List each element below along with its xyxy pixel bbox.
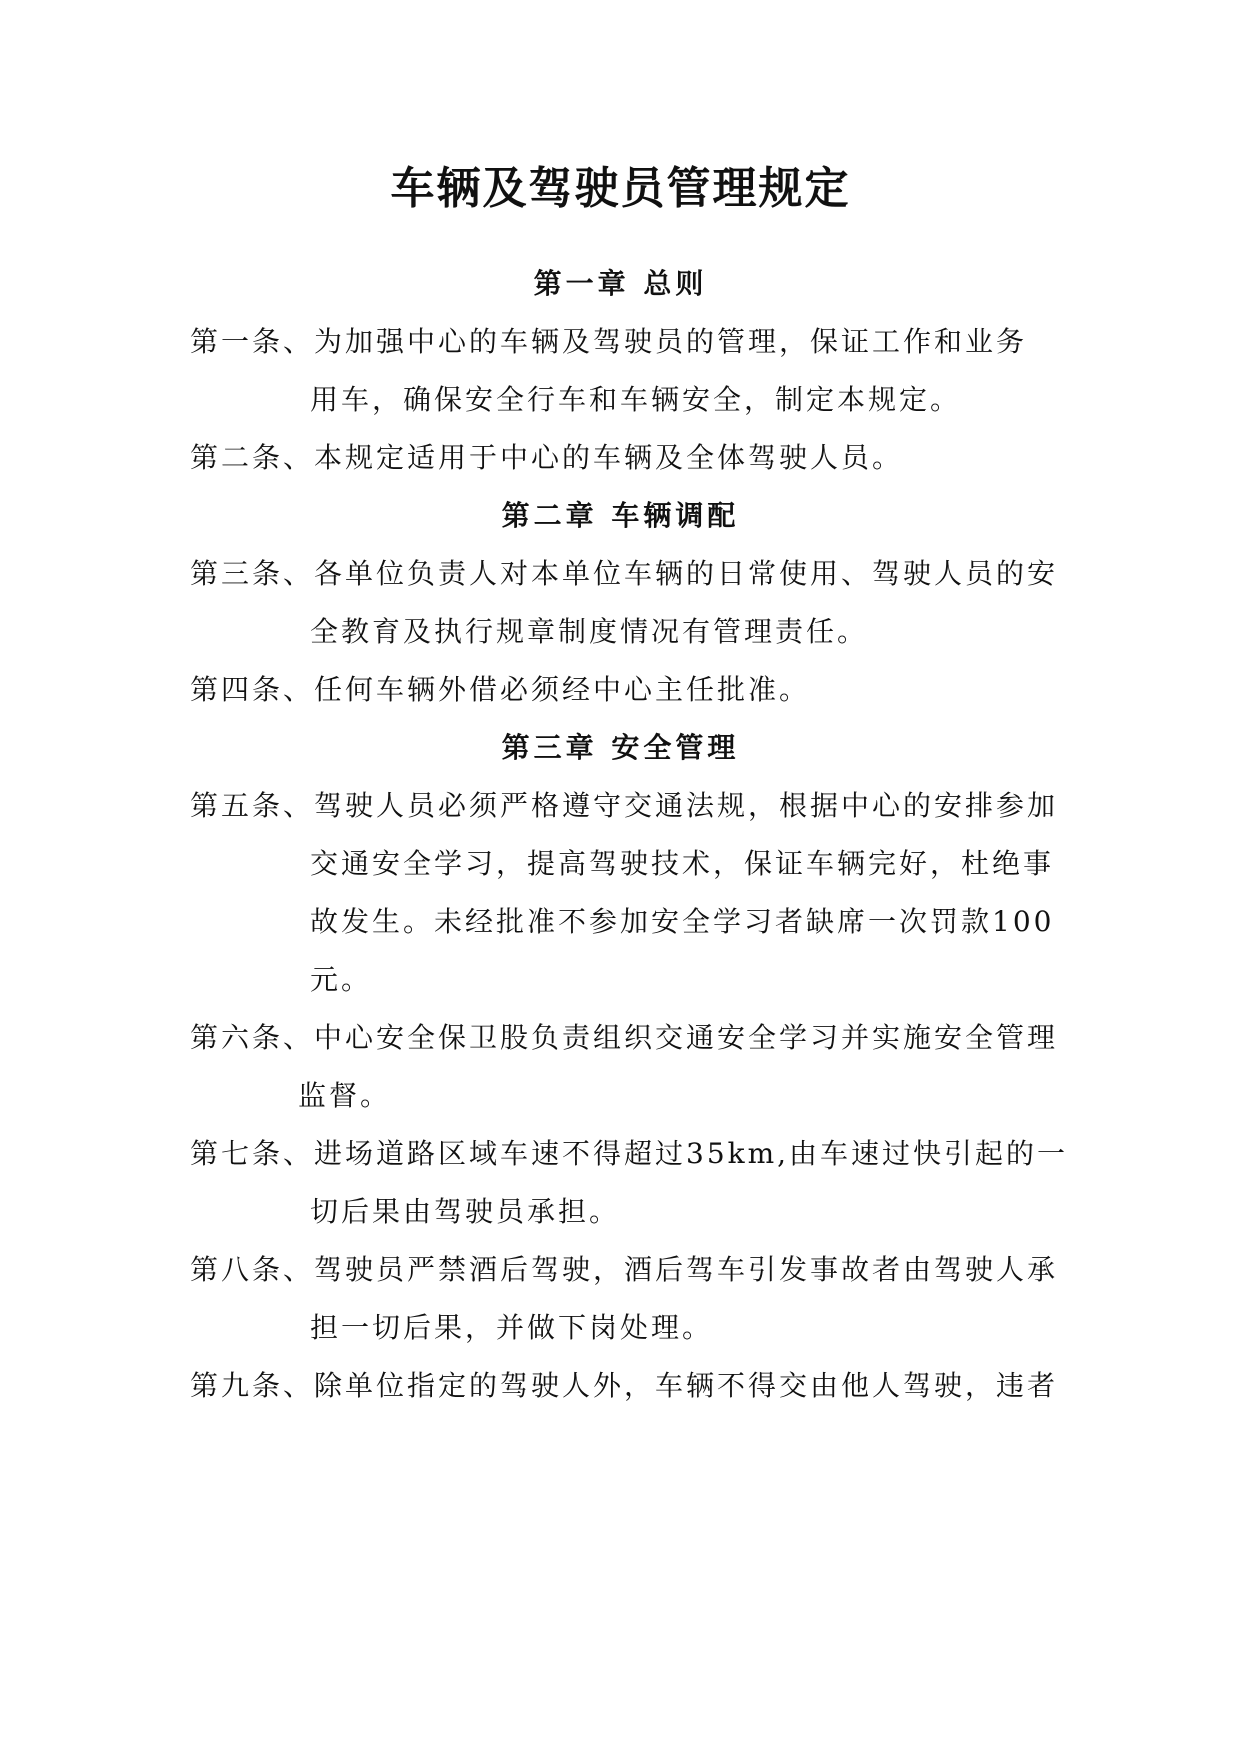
article-line: 第七条、进场道路区域车速不得超过35km,由车速过快引起的一 — [190, 1137, 1069, 1170]
article-line: 担一切后果，并做下岗处理。 — [310, 1311, 714, 1344]
document-title: 车辆及驾驶员管理规定 — [390, 163, 851, 214]
article-line: 第二条、本规定适用于中心的车辆及全体驾驶人员。 — [190, 441, 904, 474]
article-line: 交通安全学习，提高驾驶技术，保证车辆完好，杜绝事 — [310, 847, 1055, 880]
article-line: 元。 — [310, 963, 373, 996]
article-line: 第八条、驾驶员严禁酒后驾驶，酒后驾车引发事故者由驾驶人承 — [190, 1253, 1059, 1286]
article-line: 切后果由驾驶员承担。 — [310, 1195, 621, 1228]
article-line: 第三条、各单位负责人对本单位车辆的日常使用、驾驶人员的安 — [190, 557, 1059, 590]
article-line: 监督。 — [298, 1079, 392, 1112]
article-line: 用车，确保安全行车和车辆安全，制定本规定。 — [310, 383, 962, 416]
chapter-2-heading: 第二章 车辆调配 — [501, 499, 740, 532]
article-line: 全教育及执行规章制度情况有管理责任。 — [310, 615, 869, 648]
article-line: 故发生。未经批准不参加安全学习者缺席一次罚款100 — [310, 905, 1055, 938]
article-line: 第一条、为加强中心的车辆及驾驶员的管理，保证工作和业务 — [190, 325, 1028, 358]
article-line: 第六条、中心安全保卫股负责组织交通安全学习并实施安全管理 — [190, 1021, 1059, 1054]
article-line: 第九条、除单位指定的驾驶人外，车辆不得交由他人驾驶，违者 — [190, 1369, 1059, 1402]
chapter-3-heading: 第三章 安全管理 — [501, 731, 740, 764]
article-line: 第五条、驾驶人员必须严格遵守交通法规，根据中心的安排参加 — [190, 789, 1059, 822]
chapter-1-heading: 第一章 总则 — [533, 267, 708, 300]
article-line: 第四条、任何车辆外借必须经中心主任批准。 — [190, 673, 811, 706]
